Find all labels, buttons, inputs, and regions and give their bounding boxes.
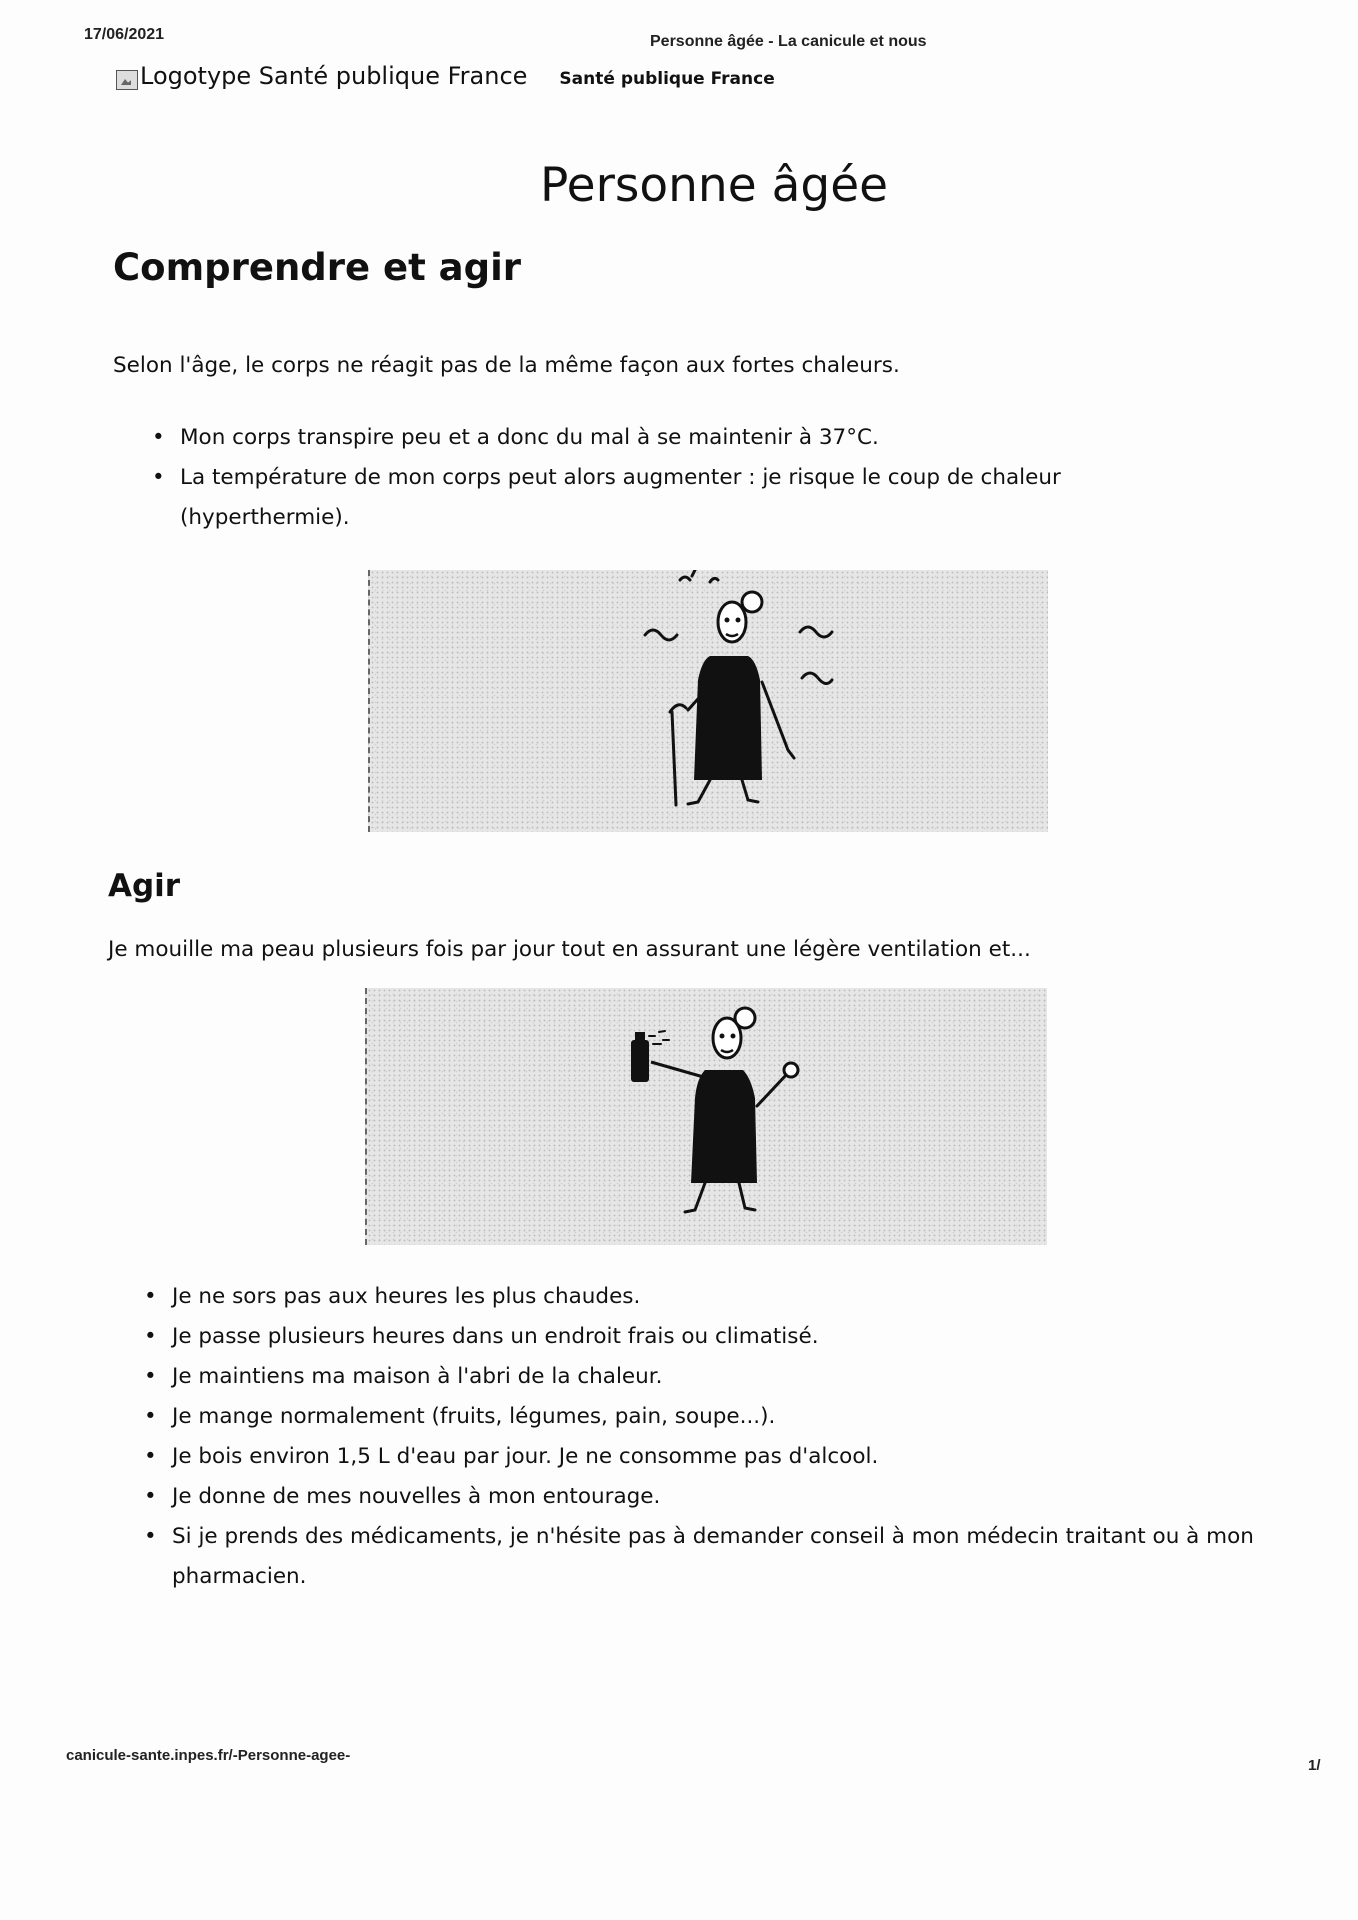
logo-link[interactable]: [116, 62, 527, 90]
list-item: • La température de mon corps peut alors augmenter : je risque le coup de chaleur (hyperthermie).: [148, 458, 1228, 538]
intro-text: Selon l'âge, le corps ne réagit pas de la même façon aux fortes chaleurs.: [113, 353, 900, 378]
print-page-title: Personne âgée - La canicule et nous: [650, 33, 927, 50]
list-item: • Je mange normalement (fruits, légumes, pain, soupe...).: [140, 1397, 1300, 1437]
page-number: 1/: [1308, 1757, 1321, 1774]
footer-url: canicule-sante.inpes.fr/-Personne-agee-: [66, 1747, 351, 1764]
list-item: • Je donne de mes nouvelles à mon entourage.: [140, 1477, 1300, 1517]
site-header: [116, 62, 775, 90]
hot-elderly-woman-with-cane-icon: [370, 570, 1050, 832]
list-item: • Je maintiens ma maison à l'abri de la chaleur.: [140, 1357, 1300, 1397]
print-date: 17/06/2021: [84, 26, 165, 43]
brand-name: Santé publique France: [559, 69, 775, 89]
list-item: • Je ne sors pas aux heures les plus chaudes.: [140, 1277, 1300, 1317]
broken-image-icon: [116, 70, 138, 90]
symptoms-list: [148, 418, 1228, 538]
agir-intro-text: Je mouille ma peau plusieurs fois par jour tout en assurant une légère ventilation et...: [108, 937, 1031, 962]
section-heading-comprendre: Comprendre et agir: [113, 246, 522, 289]
elderly-woman-spraying-water-icon: [367, 988, 1049, 1245]
spraying-water-illustration: [365, 988, 1047, 1245]
advice-list: [140, 1277, 1300, 1597]
section-heading-agir: Agir: [108, 868, 181, 904]
list-item: • Je bois environ 1,5 L d'eau par jour. Je ne consomme pas d'alcool.: [140, 1437, 1300, 1477]
logo-alt-text: Logotype Santé publique France: [140, 62, 528, 90]
list-item: • Je passe plusieurs heures dans un endroit frais ou climatisé.: [140, 1317, 1300, 1357]
hot-elderly-woman-illustration: [368, 570, 1048, 832]
list-item: • Mon corps transpire peu et a donc du mal à se maintenir à 37°C.: [148, 418, 1228, 458]
list-item: • Si je prends des médicaments, je n'hésite pas à demander conseil à mon médecin traitant ou à mon pharmacien.: [140, 1517, 1300, 1597]
page-title: Personne âgée: [540, 158, 889, 213]
